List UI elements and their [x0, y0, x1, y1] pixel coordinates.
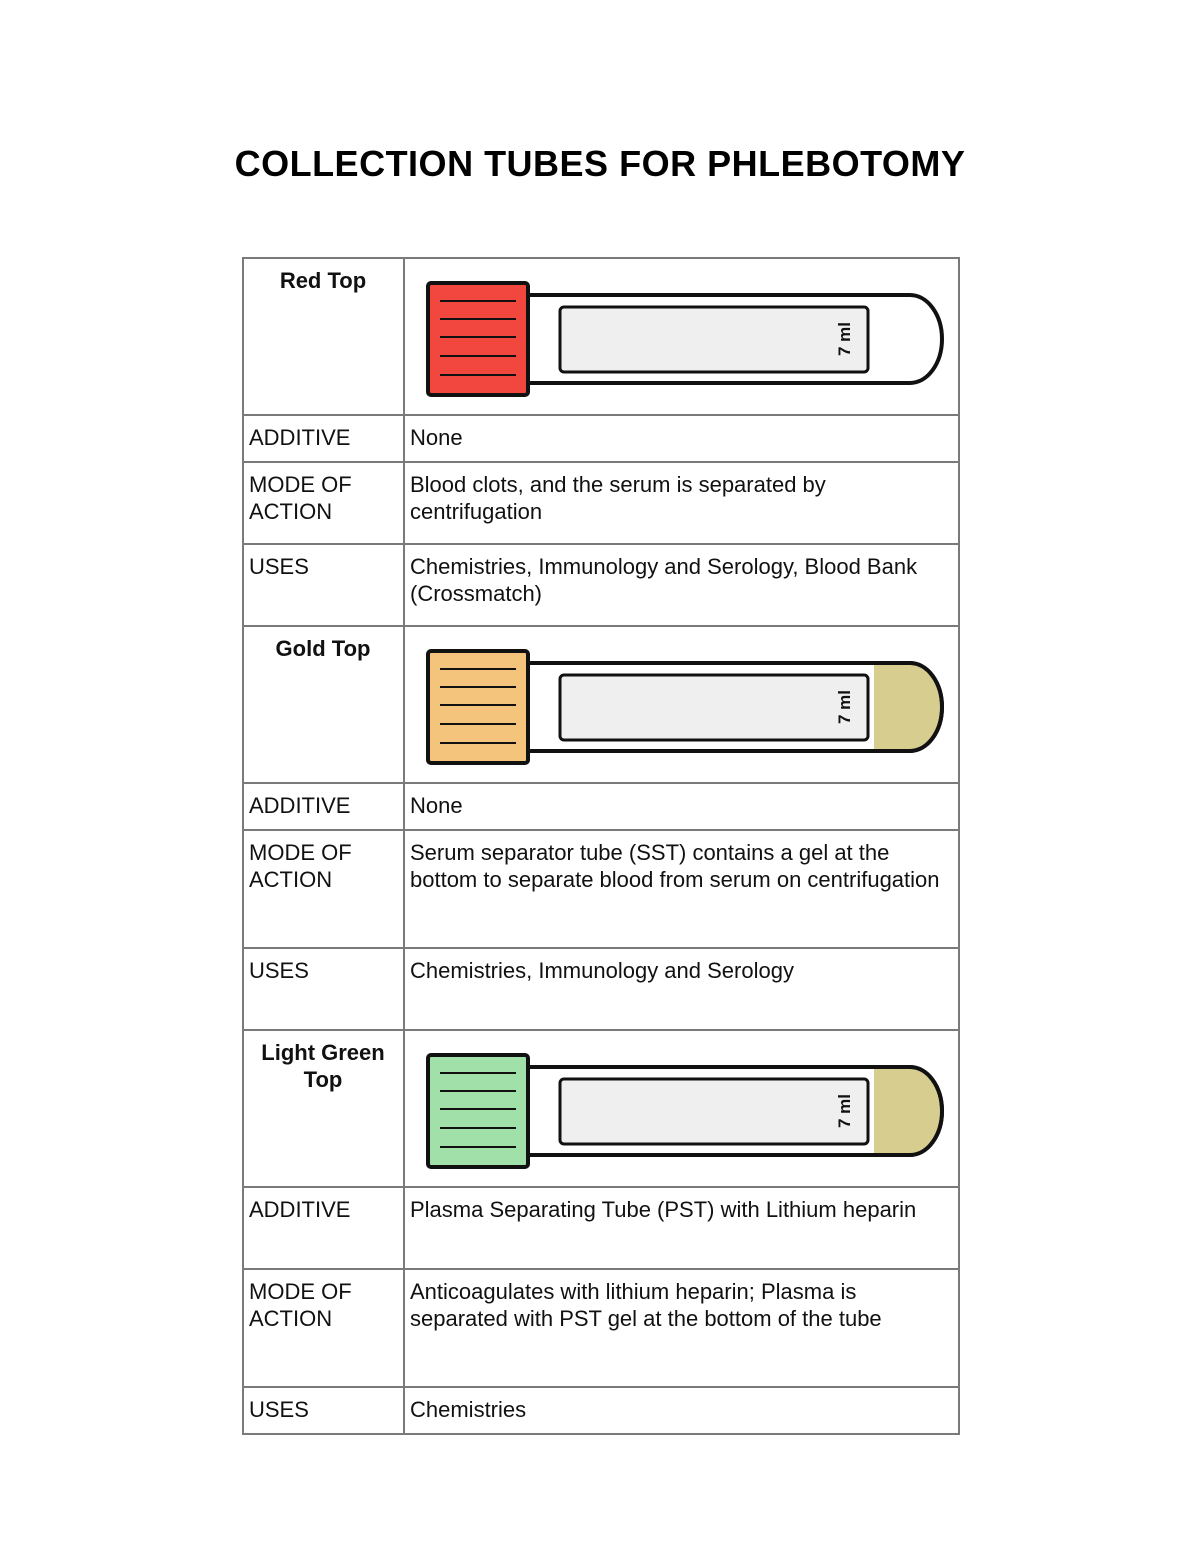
row-label: MODE OF ACTION: [243, 462, 404, 544]
volume-label: 7 ml: [835, 321, 854, 357]
gel-layer: [874, 1069, 940, 1153]
mode-row: [243, 462, 959, 544]
uses-value: Chemistries, Immunology and Serology: [404, 948, 959, 1030]
tube-illustration-cell: [404, 1030, 959, 1187]
row-label: USES: [243, 544, 404, 626]
tube-header-row: [243, 258, 959, 415]
uses-row: [243, 948, 959, 1030]
tube-illustration-cell: [404, 626, 959, 783]
tube-cap: [428, 283, 528, 395]
row-label: ADDITIVE: [243, 783, 404, 830]
tube-header-row: [243, 1030, 959, 1187]
row-label: USES: [243, 1387, 404, 1434]
additive-row: [243, 1187, 959, 1269]
uses-value: Chemistries, Immunology and Serology, Blood Bank (Crossmatch): [404, 544, 959, 626]
tube-cap: [428, 1055, 528, 1167]
row-label: MODE OF ACTION: [243, 830, 404, 948]
tube-label: [560, 307, 868, 372]
tube-name: Red Top: [243, 258, 404, 415]
mode-value: Blood clots, and the serum is separated by centrifugation: [404, 462, 959, 544]
tube-name: Gold Top: [243, 626, 404, 783]
row-label: MODE OF ACTION: [243, 1269, 404, 1387]
page-title: COLLECTION TUBES FOR PHLEBOTOMY: [234, 143, 966, 184]
additive-row: [243, 783, 959, 830]
additive-value: Plasma Separating Tube (PST) with Lithium heparin: [404, 1187, 959, 1269]
light-green-top-tube-icon: [410, 1039, 963, 1182]
tube-label: [560, 675, 868, 740]
row-label: ADDITIVE: [243, 415, 404, 462]
mode-row: [243, 830, 959, 948]
tube-name: Light Green Top: [243, 1030, 404, 1187]
tube-header-row: [243, 626, 959, 783]
gold-top-tube-icon: [410, 635, 963, 778]
collection-tubes-table: [242, 257, 960, 1435]
uses-value: Chemistries: [404, 1387, 959, 1434]
tube-illustration-cell: [404, 258, 959, 415]
volume-label: 7 ml: [835, 689, 854, 725]
row-label: USES: [243, 948, 404, 1030]
uses-row: [243, 544, 959, 626]
additive-value: None: [404, 783, 959, 830]
gel-layer: [874, 665, 940, 749]
mode-value: Anticoagulates with lithium heparin; Plasma is separated with PST gel at the bottom of the tube: [404, 1269, 959, 1387]
uses-row: [243, 1387, 959, 1434]
tube-cap: [428, 651, 528, 763]
tube-label: [560, 1079, 868, 1144]
additive-value: None: [404, 415, 959, 462]
volume-label: 7 ml: [835, 1093, 854, 1129]
additive-row: [243, 415, 959, 462]
mode-value: Serum separator tube (SST) contains a gel at the bottom to separate blood from serum on centrifugation: [404, 830, 959, 948]
row-label: ADDITIVE: [243, 1187, 404, 1269]
red-top-tube-icon: [410, 267, 963, 410]
mode-row: [243, 1269, 959, 1387]
